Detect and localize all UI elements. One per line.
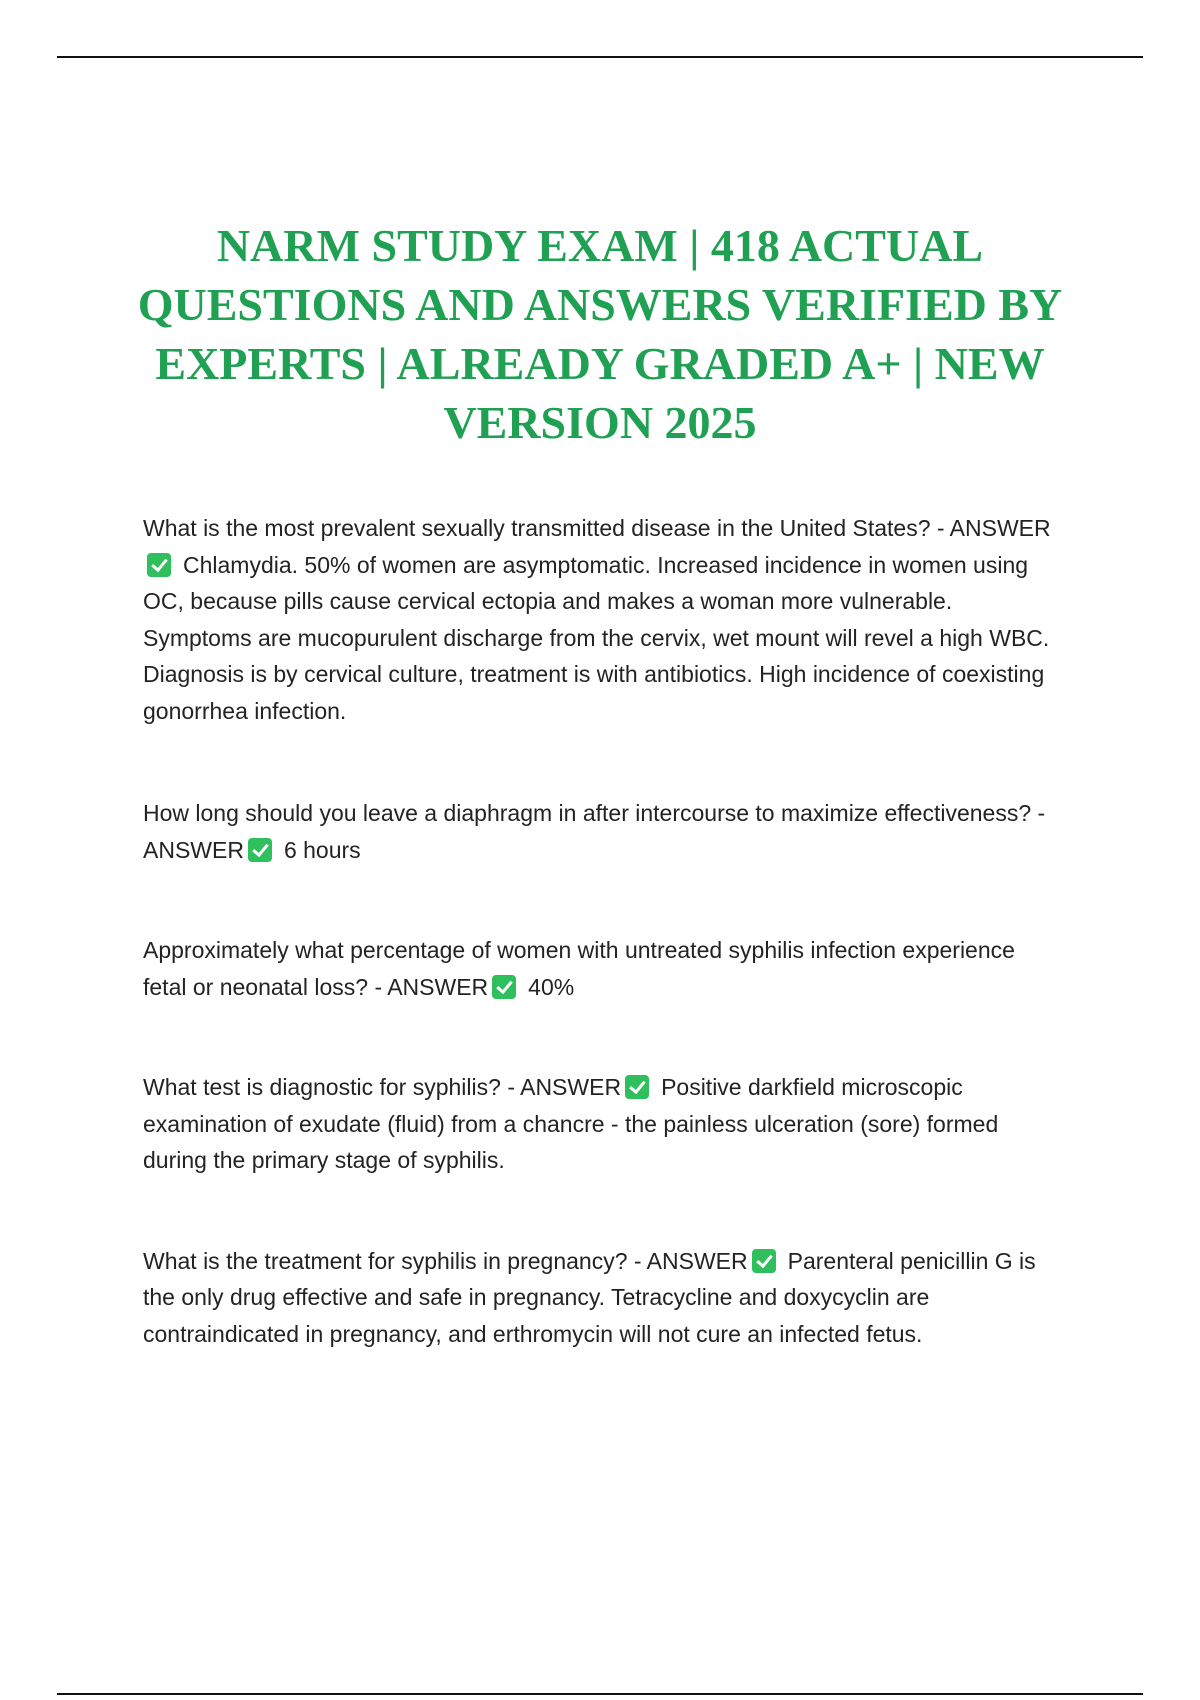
- answer-text: Chlamydia. 50% of women are asymptomatic. Increased incidence in women using OC, because pills cause cervical ectopia and makes a woman more vulnerable. Symptoms are mucopurulent discharge from the cervix, wet mount will revel a high WBC. Diagnosis is by cervical culture, treatment is with antibiotics. High incidence of coexisting gonorrhea infection.: [143, 551, 1050, 724]
- question-text: What is the treatment for syphilis in pregnancy?: [143, 1247, 628, 1274]
- question-text: Approximately what percentage of women with untreated syphilis infection experience fetal or neonatal loss?: [143, 937, 1015, 1000]
- answer-text: 6 hours: [283, 836, 361, 863]
- question-text: What test is diagnostic for syphilis?: [143, 1074, 501, 1100]
- answer-marker: - ANSWER: [374, 973, 489, 1000]
- check-mark-icon: [147, 553, 171, 577]
- question-text: How long should you leave a diaphragm in after intercourse to maximize effectiveness?: [143, 800, 1032, 826]
- answer-text: Positive darkfield microscopic examination of exudate (fluid) from a chancre - the painless ulceration (sore) formed during the primary stage of syphilis.: [143, 1074, 999, 1173]
- check-mark-icon: [248, 838, 272, 862]
- top-rule: [57, 56, 1143, 58]
- qa-item: [143, 795, 1063, 868]
- qa-item: [143, 932, 1063, 1005]
- answer-marker: - ANSWER: [507, 1074, 622, 1100]
- qa-list: [143, 510, 1063, 1352]
- check-mark-icon: [752, 1249, 776, 1273]
- qa-item: [143, 510, 1063, 729]
- check-mark-icon: [492, 975, 516, 999]
- answer-marker: - ANSWER: [936, 515, 1051, 541]
- answer-text: Parenteral penicillin G is the only drug effective and safe in pregnancy. Tetracycline and doxycyclin are contraindicated in pregnancy, and erthromycin will not cure an infected fetus.: [143, 1247, 1036, 1347]
- answer-text: 40%: [528, 973, 575, 1000]
- answer-marker: - ANSWER: [633, 1247, 748, 1274]
- bottom-rule: [57, 1693, 1143, 1695]
- check-mark-icon: [625, 1075, 649, 1099]
- document-title: NARM STUDY EXAM | 418 ACTUAL QUESTIONS AND ANSWERS VERIFIED BY EXPERTS | ALREADY GRADED A+ | NEW VERSION 2025: [137, 220, 1063, 448]
- qa-item: [143, 1243, 1063, 1353]
- question-text: What is the most prevalent sexually transmitted disease in the United States?: [143, 515, 931, 541]
- answer-marker: - ANSWER: [143, 800, 1046, 863]
- qa-item: [143, 1069, 1063, 1179]
